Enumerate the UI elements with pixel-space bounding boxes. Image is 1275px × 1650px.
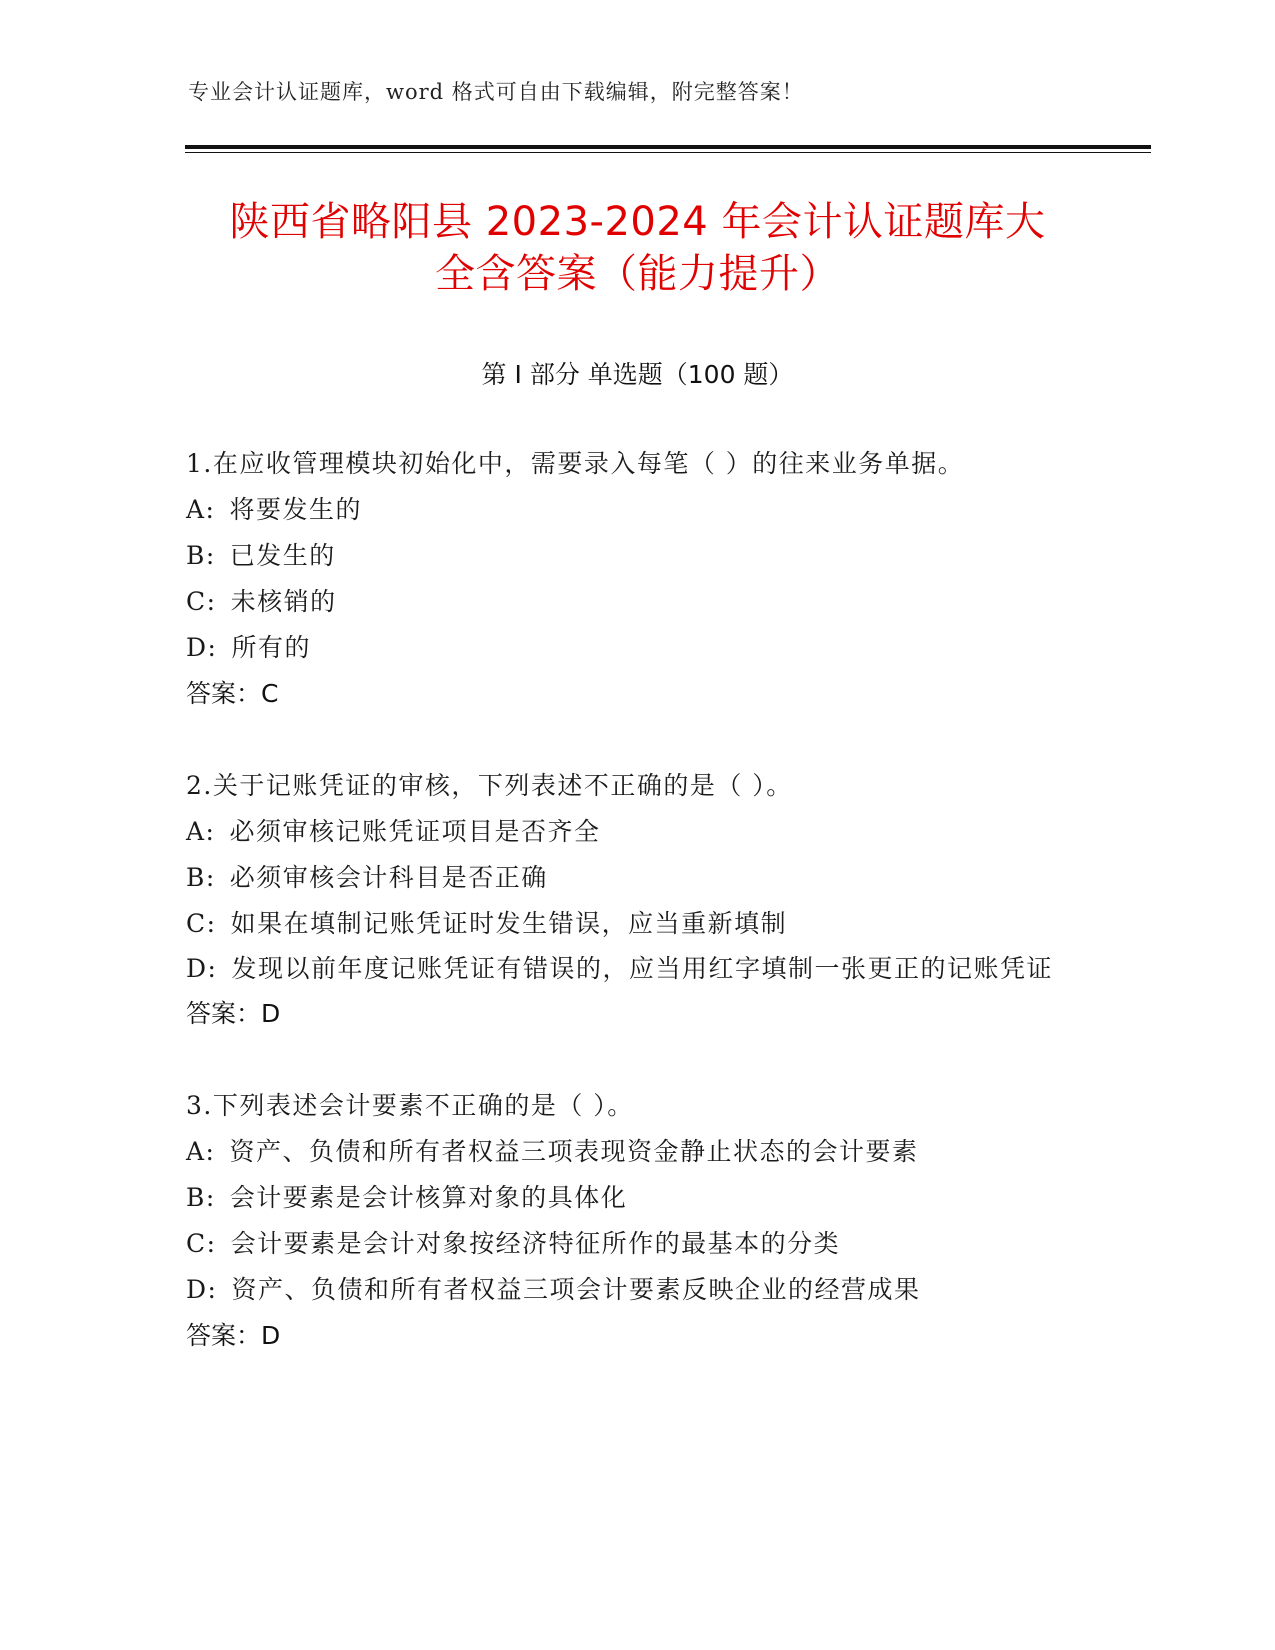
option-label: B: bbox=[186, 1183, 216, 1212]
question-2 bbox=[186, 763, 1086, 1037]
question-stem: 3.下列表述会计要素不正确的是（ ）。 bbox=[186, 1091, 634, 1120]
document-title bbox=[150, 196, 1125, 300]
option-label: C: bbox=[186, 1229, 217, 1258]
answer: 答案：D bbox=[186, 999, 281, 1028]
option-text: 发现以前年度记账凭证有错误的，应当用红字填制一张更正的记账凭证 bbox=[231, 954, 1053, 983]
option-b bbox=[186, 1175, 1086, 1221]
question-1 bbox=[186, 441, 1086, 717]
option-label: C: bbox=[186, 587, 217, 616]
option-label: D: bbox=[186, 633, 218, 662]
header-rule-thin bbox=[185, 152, 1151, 153]
option-d bbox=[186, 625, 1086, 671]
answer: 答案：C bbox=[186, 679, 279, 708]
option-text: 必须审核记账凭证项目是否齐全 bbox=[229, 817, 601, 846]
option-label: C: bbox=[186, 909, 217, 938]
option-label: A: bbox=[186, 817, 216, 846]
option-text: 如果在填制记账凭证时发生错误，应当重新填制 bbox=[230, 909, 788, 938]
document-title-line1: 陕西省略阳县 2023-2024 年会计认证题库大 bbox=[229, 199, 1046, 245]
option-text: 会计要素是会计核算对象的具体化 bbox=[229, 1183, 628, 1212]
question-stem: 1.在应收管理模块初始化中，需要录入每笔（ ）的往来业务单据。 bbox=[186, 449, 965, 478]
option-label: B: bbox=[186, 541, 216, 570]
option-text: 必须审核会计科目是否正确 bbox=[229, 863, 548, 892]
option-b bbox=[186, 533, 1086, 579]
question-stem: 2.关于记账凭证的审核，下列表述不正确的是（ ）。 bbox=[186, 771, 793, 800]
option-text: 已发生的 bbox=[229, 541, 336, 570]
option-label: D: bbox=[186, 1275, 218, 1304]
header-rule-thick bbox=[185, 145, 1151, 149]
section-heading: 第 I 部分 单选题（100 题） bbox=[481, 360, 794, 389]
option-text: 资产、负债和所有者权益三项会计要素反映企业的经营成果 bbox=[231, 1275, 921, 1304]
option-label: D: bbox=[186, 954, 218, 983]
option-label: A: bbox=[186, 1137, 216, 1166]
document-title-line2: 全含答案（能力提升） bbox=[435, 251, 840, 297]
option-c bbox=[186, 901, 1086, 947]
option-b bbox=[186, 855, 1086, 901]
question-list bbox=[186, 441, 1086, 1359]
option-d bbox=[186, 1267, 1086, 1313]
option-a bbox=[186, 809, 1086, 855]
option-a bbox=[186, 1129, 1086, 1175]
option-label: B: bbox=[186, 863, 216, 892]
header-note: 专业会计认证题库，word 格式可自由下载编辑，附完整答案！ bbox=[188, 80, 804, 104]
option-c bbox=[186, 579, 1086, 625]
option-c bbox=[186, 1221, 1086, 1267]
option-text: 将要发生的 bbox=[229, 495, 362, 524]
option-label: A: bbox=[186, 495, 216, 524]
option-text: 所有的 bbox=[231, 633, 311, 662]
option-text: 资产、负债和所有者权益三项表现资金静止状态的会计要素 bbox=[229, 1137, 919, 1166]
question-3 bbox=[186, 1083, 1086, 1359]
option-a bbox=[186, 487, 1086, 533]
option-text: 未核销的 bbox=[230, 587, 337, 616]
option-text: 会计要素是会计对象按经济特征所作的最基本的分类 bbox=[230, 1229, 841, 1258]
option-d bbox=[186, 947, 1086, 991]
answer: 答案：D bbox=[186, 1321, 281, 1350]
